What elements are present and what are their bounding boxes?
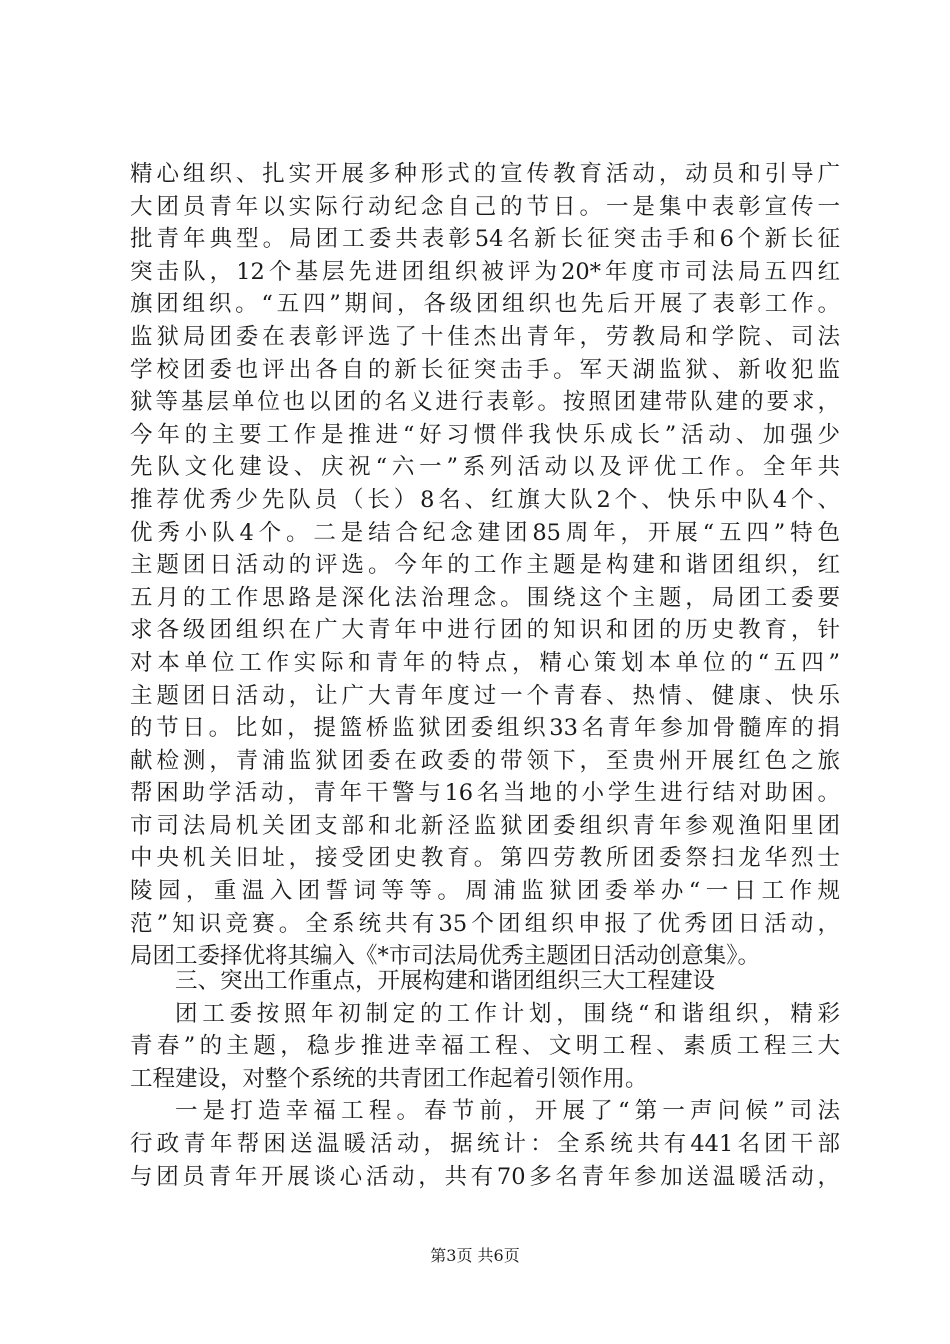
text-line: 工程建设，对整个系统的共青团工作起着引领作用。 [130, 1065, 648, 1092]
text-line: 局团工委择优将其编入《*市司法局优秀主题团日活动创意集》。 [130, 943, 761, 970]
section-heading: 三、突出工作重点，开展构建和谐团组织三大工程建设 [175, 968, 716, 994]
text-line: 今年的主要工作是推进“好习惯伴我快乐成长”活动、加强少 [130, 421, 840, 448]
text-line: 陵园，重温入团誓词等等。周浦监狱团委举办“一日工作规 [130, 878, 840, 905]
text-line: 中央机关旧址，接受团史教育。第四劳教所团委祭扫龙华烈士 [130, 845, 840, 872]
text-line: 学校团委也评出各自的新长征突击手。军天湖监狱、新收犯监 [130, 356, 840, 383]
text-line: 突击队，12个基层先进团组织被评为20*年度市司法局五四红 [130, 258, 840, 285]
text-line: 狱等基层单位也以团的名义进行表彰。按照团建带队建的要求， [130, 389, 840, 416]
text-line: 与团员青年开展谈心活动，共有70多名青年参加送温暖活动， [130, 1163, 840, 1190]
text-line: 批青年典型。局团工委共表彰54名新长征突击手和6个新长征 [130, 226, 840, 253]
section-3 [130, 965, 840, 1193]
text-line: 推荐优秀少先队员（长）8名、红旗大队2个、快乐中队4个、 [130, 486, 840, 513]
text-line: 求各级团组织在广大青年中进行团的知识和团的历史教育，针 [130, 617, 840, 644]
text-line: 五月的工作思路是深化法治理念。围绕这个主题，局团工委要 [130, 584, 840, 611]
text-line: 精心组织、扎实开展多种形式的宣传教育活动，动员和引导广 [130, 161, 840, 187]
text-line: 行政青年帮困送温暖活动，据统计：全系统共有441名团干部 [130, 1130, 840, 1157]
text-line: 主题团日活动，让广大青年度过一个青春、热情、健康、快乐 [130, 682, 840, 709]
text-line: 一是打造幸福工程。春节前，开展了“第一声问候”司法 [175, 1098, 840, 1125]
text-line: 市司法局机关团支部和北新泾监狱团委组织青年参观渔阳里团 [130, 812, 840, 839]
text-line: 监狱局团委在表彰评选了十佳杰出青年，劳教局和学院、司法 [130, 323, 840, 350]
page-footer: 第3页 共6页 [430, 1246, 520, 1265]
text-line: 帮困助学活动，青年干警与16名当地的小学生进行结对助困。 [130, 780, 840, 807]
text-line: 先队文化建设、庆祝“六一”系列活动以及评优工作。全年共 [130, 454, 840, 481]
text-line: 团工委按照年初制定的工作计划，围绕“和谐组织，精彩 [175, 1000, 840, 1027]
text-line: 旗团组织。“五四”期间，各级团组织也先后开展了表彰工作。 [130, 291, 840, 318]
text-line: 对本单位工作实际和青年的特点，精心策划本单位的“五四” [130, 649, 840, 676]
body-paragraph-upper [130, 158, 840, 973]
text-line: 优秀小队4个。二是结合纪念建团85周年，开展“五四”特色 [130, 519, 840, 546]
text-line: 献检测，青浦监狱团委在政委的带领下，至贵州开展红色之旅 [130, 747, 840, 774]
text-line: 大团员青年以实际行动纪念自己的节日。一是集中表彰宣传一 [130, 193, 840, 220]
text-line: 青春”的主题，稳步推进幸福工程、文明工程、素质工程三大 [130, 1033, 840, 1060]
text-line: 范”知识竞赛。全系统共有35个团组织申报了优秀团日活动， [130, 910, 840, 937]
text-line: 的节日。比如，提篮桥监狱团委组织33名青年参加骨髓库的捐 [130, 715, 840, 742]
text-line: 主题团日活动的评选。今年的工作主题是构建和谐团组织，红 [130, 552, 840, 579]
